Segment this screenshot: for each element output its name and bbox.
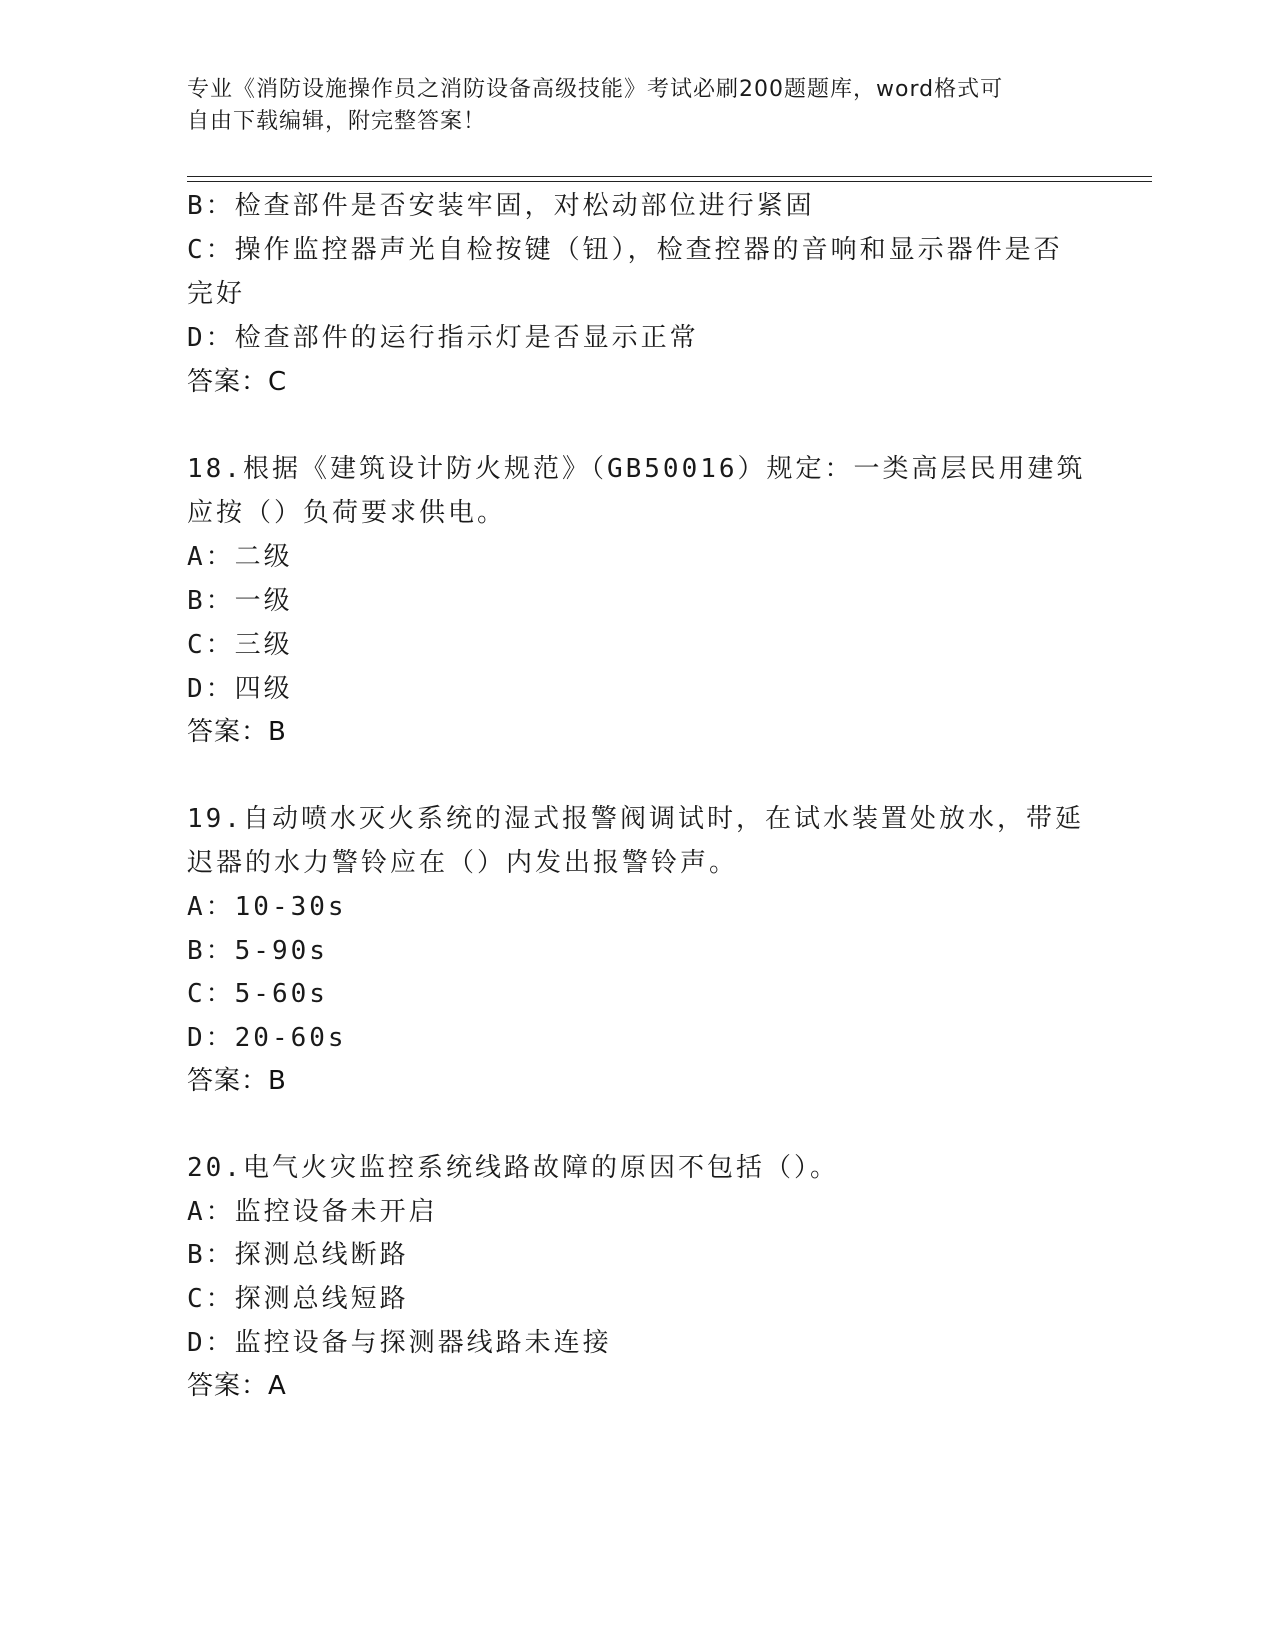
q17-option-b: B：检查部件是否安装牢固，对松动部位进行紧固 [187,191,815,221]
q20-option-c: C：探测总线短路 [187,1284,409,1314]
q17-option-d: D：检查部件的运行指示灯是否显示正常 [187,323,699,353]
q19-answer: 答案：B [187,1066,287,1096]
q20-option-d: D：监控设备与探测器线路未连接 [187,1328,612,1358]
q18-stem-line-2: 应按（）负荷要求供电。 [187,498,507,528]
q20-answer: 答案：A [187,1371,287,1401]
q20-option-b: B：探测总线断路 [187,1240,409,1270]
header-line-2: 自由下载编辑，附完整答案！ [187,109,487,134]
header-line-1: 专业《消防设施操作员之消防设备高级技能》考试必刷200题题库，word格式可 [187,77,1004,102]
q18-option-a: A：二级 [187,542,293,572]
q18-stem-line-1: 18.根据《建筑设计防火规范》（GB50016）规定：一类高层民用建筑 [187,454,1086,484]
q18-option-b: B：一级 [187,586,293,616]
q19-stem-line-1: 19.自动喷水灭火系统的湿式报警阀调试时，在试水装置处放水，带延 [187,804,1084,834]
q18-option-c: C：三级 [187,630,293,660]
q18-answer: 答案：B [187,717,287,747]
q17-answer: 答案：C [187,367,288,397]
q19-stem-line-2: 迟器的水力警铃应在（）内发出报警铃声。 [187,848,739,878]
q20-option-a: A：监控设备未开启 [187,1197,438,1227]
header-divider-bottom [187,181,1152,182]
q19-option-c: C：5-60s [187,979,328,1009]
q20-stem-line-1: 20.电气火灾监控系统线路故障的原因不包括（）。 [187,1153,839,1183]
q19-option-d: D：20-60s [187,1023,347,1053]
q18-option-d: D：四级 [187,674,293,704]
q19-option-a: A：10-30s [187,892,347,922]
q17-option-c-line-1: C：操作监控器声光自检按键（钮），检查控器的音响和显示器件是否 [187,235,1063,265]
q19-option-b: B：5-90s [187,936,328,966]
q17-option-c-line-2: 完好 [187,279,246,309]
document-header [187,74,1067,138]
header-divider-top [187,176,1152,177]
